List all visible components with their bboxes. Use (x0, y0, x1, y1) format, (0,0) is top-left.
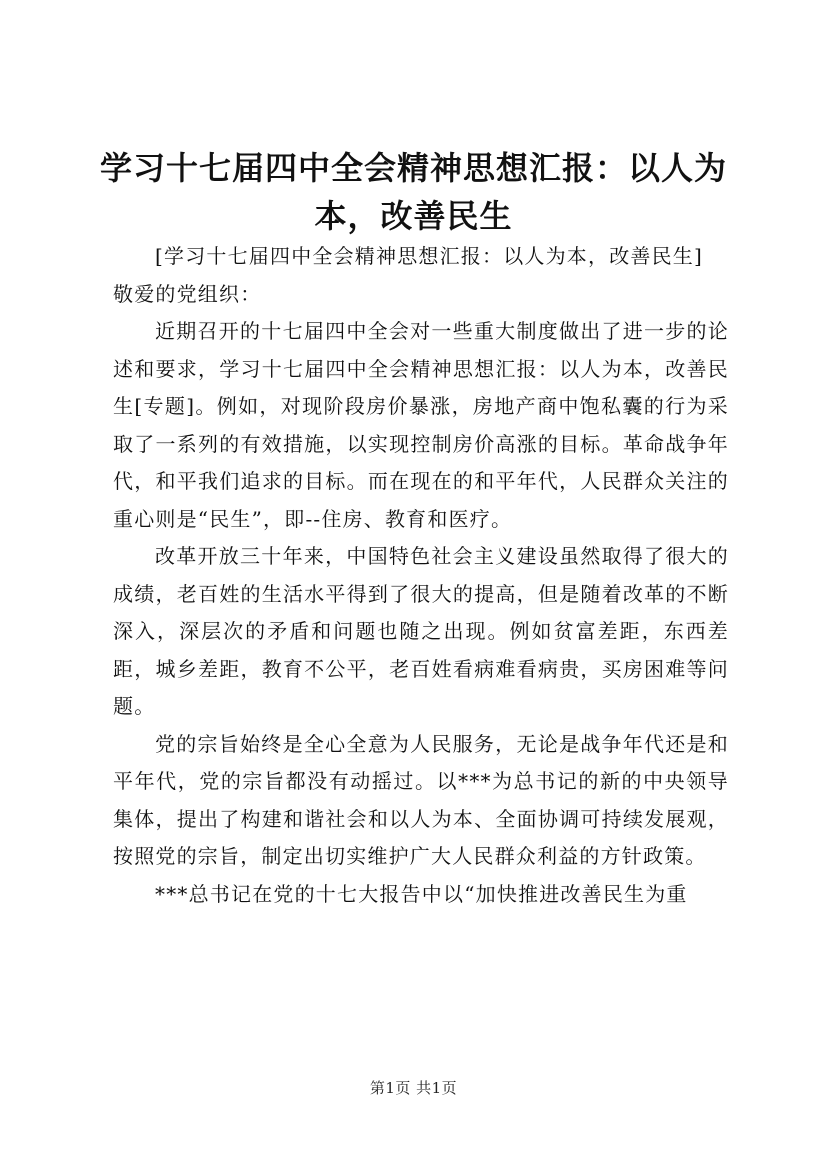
paragraph-4: ***总书记在党的十七大报告中以“加快推进改善民生为重 (155, 881, 688, 906)
subtitle-line: [学习十七届四中全会精神思想汇报：以人为本，改善民生] (155, 244, 704, 268)
paragraph-2: 改革开放三十年来，中国特色社会主义建设虽然取得了很大的成绩，老百姓的生活水平得到了很大的提高，但是随着改革的不断深入，深层次的矛盾和问题也随之出现。例如贫富差距，东西差距，城乡差距，教育不公平，老百姓看病难看病贵，买房困难等问题。 (113, 544, 729, 718)
paragraph-3: 党的宗旨始终是全心全意为人民服务，无论是战争年代还是和平年代，党的宗旨都没有动摇过。以***为总书记的新的中央领导集体，提出了构建和谐社会和以人为本、全面协调可持续发展观，按照党的宗旨，制定出切实维护广大人民群众利益的方针政策。 (113, 731, 729, 868)
salutation: 敬爱的党组织： (113, 281, 262, 306)
page-footer: 第1页 共1页 (369, 1079, 458, 1097)
document-title: 学习十七届四中全会精神思想汇报：以人为本，改善民生 (100, 149, 728, 235)
document-body (113, 238, 729, 913)
paragraph-1: 近期召开的十七届四中全会对一些重大制度做出了进一步的论述和要求，学习十七届四中全会精神思想汇报：以人为本，改善民生[专题]。例如，对现阶段房价暴涨，房地产商中饱私囊的行为采取了一系列的有效措施，以实现控制房价高涨的目标。革命战争年代，和平我们追求的目标。而在现在的和平年代，人民群众关注的重心则是“民生”，即--住房、教育和医疗。 (113, 319, 729, 531)
